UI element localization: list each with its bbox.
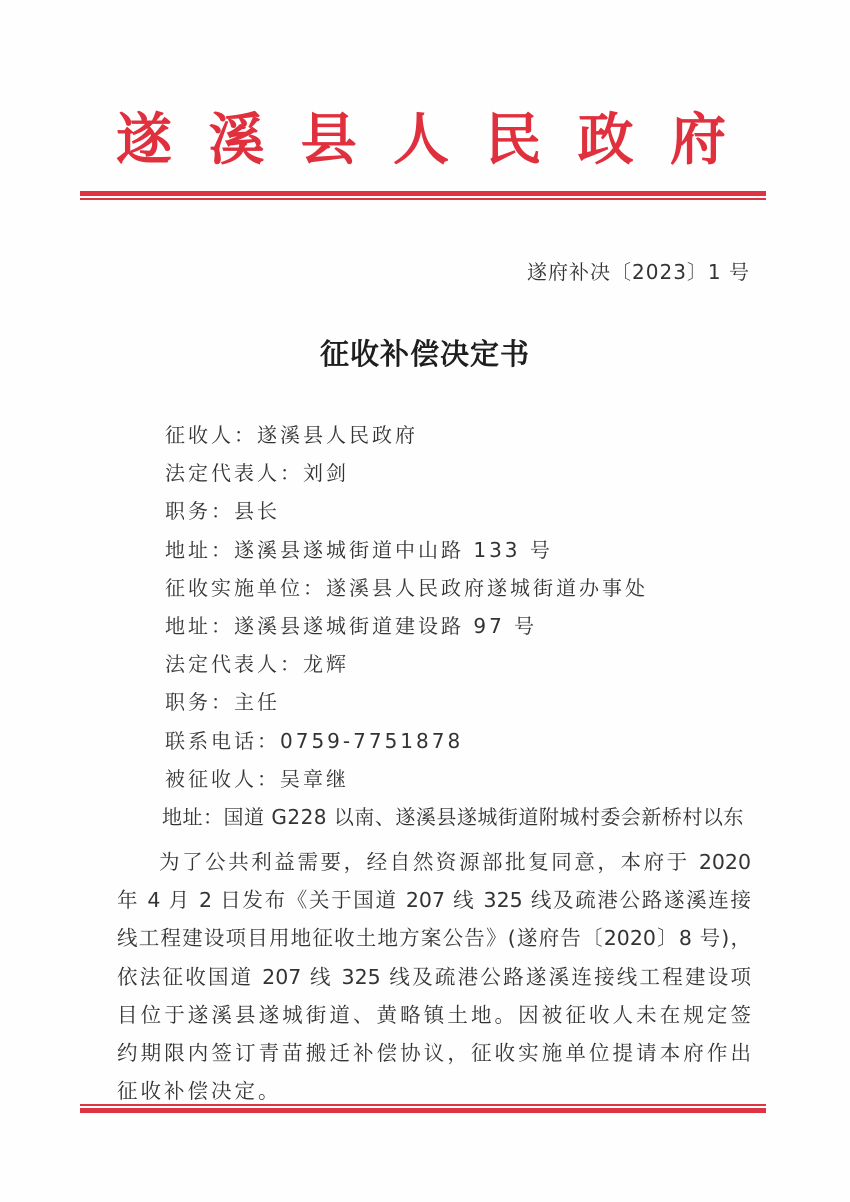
- field-value: 遂溪县遂城街道建设路 97 号: [234, 613, 538, 638]
- field-address: [165, 535, 775, 573]
- field-label: 征收实施单位：: [165, 575, 326, 600]
- field-position: [165, 496, 775, 534]
- header-rule-thin: [80, 198, 766, 200]
- field-value: 主任: [234, 690, 280, 715]
- document-title: 征收补偿决定书: [319, 337, 530, 371]
- masthead-char: 人: [392, 107, 449, 173]
- field-label: 职务：: [165, 499, 234, 524]
- body-line: 约期限内签订青苗搬迁补偿协议，征收实施单位提请本府作出: [117, 1040, 751, 1065]
- field-value: 遂溪县人民政府: [257, 423, 418, 447]
- field-legal-representative: [165, 458, 775, 496]
- body-line: 目位于遂溪县遂城街道、黄略镇土地。因被征收人未在规定签: [117, 1002, 751, 1027]
- field-expropriated-party: [165, 764, 775, 802]
- footer-rule-thick: [80, 1108, 766, 1113]
- field-unit-address: [165, 611, 775, 649]
- field-label: 联系电话：: [165, 728, 280, 753]
- masthead-char: 民: [485, 107, 542, 173]
- body-line: 为了公共利益需要，经自然资源部批复同意，本府于 2020: [159, 850, 751, 874]
- field-implementing-unit: [165, 573, 775, 611]
- field-value: 刘剑: [303, 461, 349, 486]
- field-phone: [165, 726, 775, 764]
- footer-rule-thin: [80, 1104, 766, 1106]
- field-value: 国道 G228 以南、遂溪县遂城街道附城村委会新桥村以东: [223, 804, 744, 829]
- field-value: 县长: [234, 499, 280, 524]
- document-number: 遂府补决〔2023〕1 号: [527, 260, 750, 284]
- field-label: 被征收人：: [165, 766, 280, 791]
- field-value: 吴章继: [280, 766, 349, 791]
- field-expropriator: [165, 420, 775, 458]
- field-unit-position: [165, 687, 775, 725]
- masthead-char: 溪: [208, 107, 265, 173]
- body-line: 线工程建设项目用地征收土地方案公告》(遂府告〔2020〕8 号)，: [117, 926, 751, 951]
- field-label: 地址：: [165, 537, 234, 562]
- field-value: 遂溪县遂城街道中山路 133 号: [234, 537, 553, 562]
- body-line: 征收补偿决定。: [117, 1079, 282, 1104]
- masthead-title: [80, 100, 766, 180]
- masthead-char: 县: [300, 107, 357, 173]
- field-expropriated-address: [162, 802, 775, 840]
- body-line: 年 4 月 2 日发布《关于国道 207 线 325 线及疏港公路遂溪连接: [117, 888, 751, 913]
- field-label: 法定代表人：: [165, 461, 303, 486]
- field-label: 征收人：: [165, 423, 257, 447]
- field-label: 职务：: [165, 690, 234, 715]
- field-label: 地址：: [165, 613, 234, 638]
- field-value: 龙辉: [303, 652, 349, 677]
- party-info-list: [162, 420, 775, 840]
- body-line: 依法征收国道 207 线 325 线及疏港公路遂溪连接线工程建设项: [117, 964, 751, 989]
- field-value: 遂溪县人民政府遂城街道办事处: [326, 575, 648, 600]
- masthead-char: 府: [669, 107, 726, 173]
- header-rule-thick: [80, 191, 766, 196]
- field-label: 法定代表人：: [165, 652, 303, 677]
- body-paragraph: [117, 843, 751, 1110]
- field-label: 地址：: [162, 804, 224, 829]
- field-value: 0759-7751878: [280, 728, 464, 753]
- field-unit-legal-representative: [165, 649, 775, 687]
- masthead-char: 遂: [116, 107, 172, 173]
- masthead-char: 政: [577, 107, 634, 173]
